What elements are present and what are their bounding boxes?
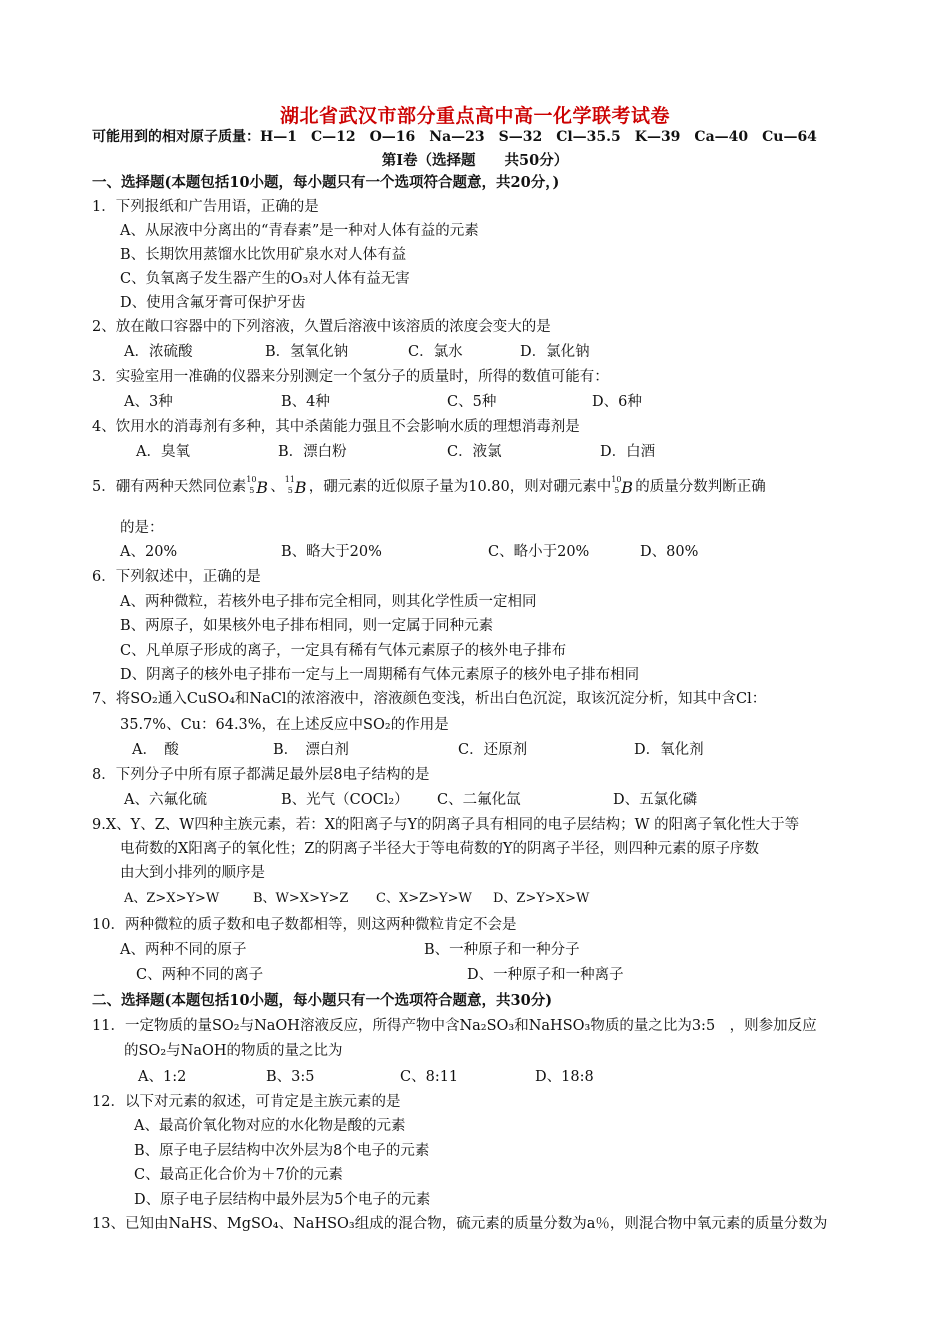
question-7-option-d: D．氧化剂 bbox=[634, 742, 704, 758]
question-11-option-c: C、8:11 bbox=[400, 1069, 459, 1085]
question-5-option-b: B、略大于20% bbox=[281, 544, 382, 560]
question-4-option-c: C．液氯 bbox=[447, 444, 502, 460]
question-12-option-c: C、最高正化合价为＋7价的元素 bbox=[134, 1167, 343, 1183]
question-6-option-c: C、凡单原子形成的离子，一定具有稀有气体元素原子的核外电子排布 bbox=[120, 643, 567, 659]
question-10-option-c: C、两种不同的离子 bbox=[136, 967, 264, 983]
question-10-stem: 10．两种微粒的质子数和电子数都相等，则这两种微粒肯定不会是 bbox=[92, 917, 517, 933]
question-1-option-b: B、长期饮用蒸馏水比饮用矿泉水对人体有益 bbox=[120, 247, 407, 263]
isotope-b10-second: 10 5 B bbox=[611, 475, 634, 497]
part-one-heading: 第Ⅰ卷（选择题 共50分） bbox=[381, 152, 569, 169]
isotope-b10: 10 5 B bbox=[246, 475, 268, 497]
question-11-option-a: A、1:2 bbox=[138, 1069, 187, 1085]
question-6-option-a: A、两种微粒，若核外电子排布完全相同，则其化学性质一定相同 bbox=[120, 594, 537, 610]
question-7-stem-continued: 35.7%、Cu：64.3%，在上述反应中SO₂的作用是 bbox=[120, 717, 449, 733]
question-7-option-c: C．还原剂 bbox=[458, 742, 528, 758]
question-8-option-c: C、二氟化氙 bbox=[437, 792, 521, 808]
question-4-stem: 4、饮用水的消毒剂有多种，其中杀菌能力强且不会影响水质的理想消毒剂是 bbox=[92, 419, 580, 435]
question-2-option-a: A．浓硫酸 bbox=[124, 344, 193, 360]
question-10-option-d: D、一种原子和一种离子 bbox=[467, 967, 624, 983]
question-7-option-a: A． 酸 bbox=[132, 742, 179, 758]
section-one-heading: 一、选择题(本题包括10小题，每小题只有一个选项符合题意，共20分，) bbox=[92, 174, 560, 191]
question-2-option-d: D．氯化钠 bbox=[520, 344, 590, 360]
question-1-option-a: A、从尿液中分离出的“青春素”是一种对人体有益的元素 bbox=[120, 223, 479, 239]
question-2-option-b: B．氢氧化钠 bbox=[265, 344, 349, 360]
question-9-line-3: 由大到小排列的顺序是 bbox=[120, 865, 265, 881]
question-8-option-a: A、六氟化硫 bbox=[124, 792, 207, 808]
question-10-option-b: B、一种原子和一种分子 bbox=[424, 942, 580, 958]
question-3-option-b: B、4种 bbox=[281, 394, 330, 410]
question-8-option-b: B、光气（COCl₂） bbox=[281, 792, 409, 808]
question-9-line-2: 电荷数的X阳离子的氧化性；Z的阴离子半径大于等电荷数的Y的阴离子半径，则四种元素的原子序数 bbox=[120, 841, 759, 857]
question-6-option-b: B、两原子，如果核外电子排布相同，则一定属于同种元素 bbox=[120, 618, 494, 634]
question-1-stem: 1．下列报纸和广告用语，正确的是 bbox=[92, 199, 319, 215]
question-9-option-d: D、Z>Y>X>W bbox=[493, 891, 590, 906]
question-5-stem-continued: 的是： bbox=[120, 520, 164, 536]
question-10-option-a: A、两种不同的原子 bbox=[120, 942, 247, 958]
question-11-stem-continued: 的SO₂与NaOH的物质的量之比为 bbox=[124, 1043, 343, 1059]
question-9-option-b: B、W>X>Y>Z bbox=[253, 891, 349, 906]
question-9-line-1: 9.X、Y、Z、W四种主族元素，若：X的阳离子与Y的阴离子具有相同的电子层结构；W 的阳离子氧化性大于等 bbox=[92, 817, 800, 833]
question-5-option-d: D、80% bbox=[640, 544, 699, 560]
question-12-option-b: B、原子电子层结构中次外层为8个电子的元素 bbox=[134, 1143, 430, 1159]
question-8-option-d: D、五氯化磷 bbox=[613, 792, 698, 808]
question-3-stem: 3．实验室用一准确的仪器来分别测定一个氢分子的质量时，所得的数值可能有： bbox=[92, 369, 609, 385]
exam-title: 湖北省武汉市部分重点高中高一化学联考试卷 bbox=[279, 105, 670, 127]
question-7-stem: 7、将SO₂通入CuSO₄和NaCl的浓溶液中，溶液颜色变浅，析出白色沉淀，取该沉淀分析，知其中含Cl： bbox=[92, 691, 767, 707]
question-11-option-b: B、3:5 bbox=[266, 1069, 315, 1085]
question-12-option-d: D、原子电子层结构中最外层为5个电子的元素 bbox=[134, 1192, 431, 1208]
question-3-option-c: C、5种 bbox=[447, 394, 497, 410]
question-9-option-a: A、Z>X>Y>W bbox=[124, 891, 220, 906]
question-9-option-c: C、X>Z>Y>W bbox=[376, 891, 472, 906]
question-11-option-d: D、18:8 bbox=[535, 1069, 594, 1085]
question-11-stem: 11．一定物质的量SO₂与NaOH溶液反应，所得产物中含Na₂SO₃和NaHSO₃物质的量之比为3:5 ，则参加反应 bbox=[92, 1018, 817, 1034]
question-5-separator: 、 bbox=[270, 479, 285, 495]
question-4-option-d: D．白酒 bbox=[600, 444, 656, 460]
question-5-option-a: A、20% bbox=[120, 544, 178, 560]
question-4-option-b: B．漂白粉 bbox=[278, 444, 347, 460]
question-7-option-b: B． 漂白剂 bbox=[273, 742, 349, 758]
question-13-stem: 13、已知由NaHS、MgSO₄、NaHSO₃组成的混合物，硫元素的质量分数为a％，则混合物中氧元素的质量分数为 bbox=[92, 1216, 828, 1232]
question-5-stem-part-b: ，硼元素的近似原子量为10.80，则对硼元素中 bbox=[308, 479, 612, 495]
question-8-stem: 8．下列分子中所有原子都满足最外层8电子结构的是 bbox=[92, 767, 430, 783]
question-5-stem bbox=[92, 476, 766, 498]
question-4-option-a: A．臭氧 bbox=[136, 444, 190, 460]
section-two-heading: 二、选择题(本题包括10小题，每小题只有一个选项符合题意，共30分) bbox=[92, 992, 553, 1009]
question-5-option-c: C、略小于20% bbox=[488, 544, 590, 560]
question-2-option-c: C．氯水 bbox=[408, 344, 463, 360]
atomic-masses: 可能用到的相对原子质量：H—1 C—12 O—16 Na—23 S—32 Cl—35.5 K—39 Ca—40 Cu—64 bbox=[92, 129, 817, 145]
question-3-option-d: D、6种 bbox=[592, 394, 642, 410]
question-12-option-a: A、最高价氧化物对应的水化物是酸的元素 bbox=[134, 1118, 406, 1134]
question-2-stem: 2、放在敞口容器中的下列溶液，久置后溶液中该溶质的浓度会变大的是 bbox=[92, 319, 551, 335]
question-1-option-c: C、负氧离子发生器产生的O₃对人体有益无害 bbox=[120, 271, 410, 287]
question-5-stem-part-a: 5．硼有两种天然同位素 bbox=[92, 479, 247, 495]
question-5-stem-part-c: 的质量分数判断正确 bbox=[635, 479, 766, 495]
question-12-stem: 12．以下对元素的叙述，可肯定是主族元素的是 bbox=[92, 1094, 401, 1110]
question-6-stem: 6．下列叙述中，正确的是 bbox=[92, 569, 261, 585]
question-3-option-a: A、3种 bbox=[124, 394, 173, 410]
question-6-option-d: D、阴离子的核外电子排布一定与上一周期稀有气体元素原子的核外电子排布相同 bbox=[120, 667, 640, 683]
question-1-option-d: D、使用含氟牙膏可保护牙齿 bbox=[120, 295, 306, 311]
isotope-b11: 11 5 B bbox=[284, 475, 307, 497]
